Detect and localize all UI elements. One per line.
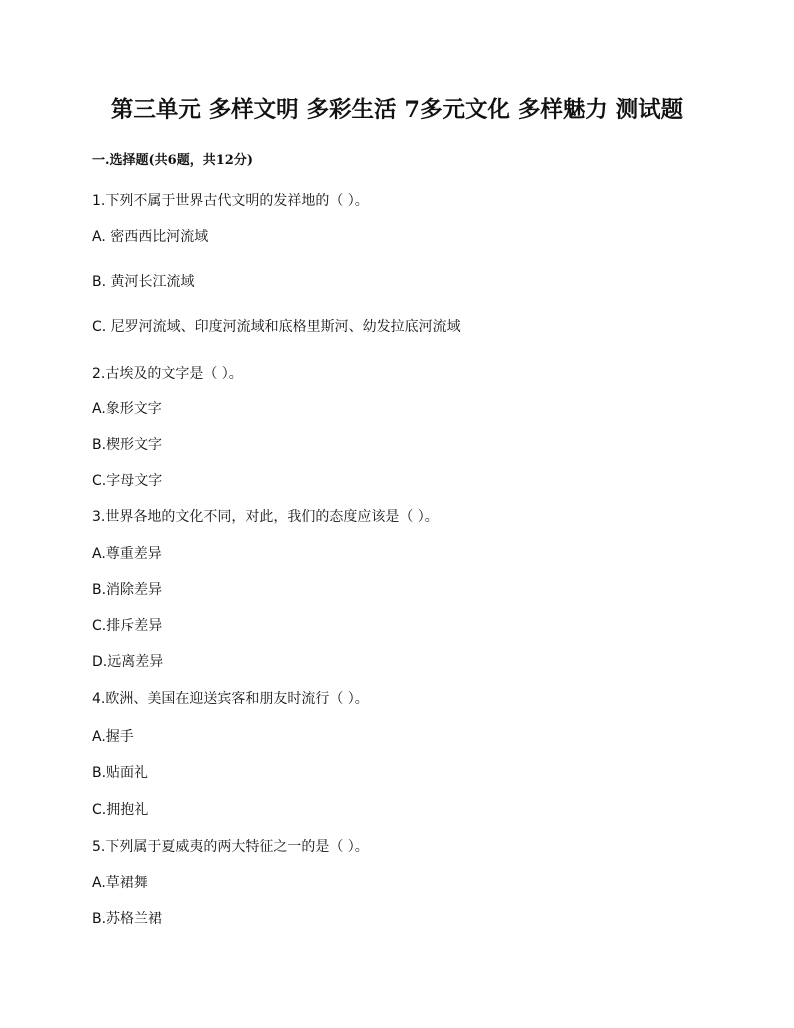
question-1-option-a: A. 密西西比河流域	[92, 229, 209, 245]
question-3-option-c: C.排斥差异	[92, 618, 163, 634]
question-1-stem: 1.下列不属于世界古代文明的发祥地的（ ）。	[92, 193, 369, 209]
question-2-stem: 2.古埃及的文字是（ ）。	[92, 366, 243, 382]
question-4-option-b: B.贴面礼	[92, 765, 149, 781]
question-4-option-a: A.握手	[92, 729, 134, 745]
section-heading: 一.选择题(共6题，共12分)	[92, 153, 253, 168]
question-5-stem: 5.下列属于夏威夷的两大特征之一的是（ ）。	[92, 839, 369, 855]
question-5-option-a: A.草裙舞	[92, 875, 148, 891]
question-3-option-b: B.消除差异	[92, 582, 163, 598]
page-title: 第三单元 多样文明 多彩生活 7多元文化 多样魅力 测试题	[110, 97, 684, 123]
question-4-option-c: C.拥抱礼	[92, 802, 149, 818]
question-3-stem: 3.世界各地的文化不同，对此，我们的态度应该是（ ）。	[92, 509, 439, 525]
question-4-stem: 4.欧洲、美国在迎送宾客和朋友时流行（ ）。	[92, 691, 369, 707]
question-3-option-a: A.尊重差异	[92, 546, 162, 562]
question-1-option-c: C. 尼罗河流域、印度河流域和底格里斯河、幼发拉底河流域	[92, 319, 461, 335]
question-3-option-d: D.远离差异	[92, 654, 164, 670]
question-2-option-c: C.字母文字	[92, 473, 163, 489]
question-2-option-b: B.楔形文字	[92, 437, 163, 453]
question-1-option-b: B. 黄河长江流域	[92, 274, 195, 290]
question-5-option-b: B.苏格兰裙	[92, 911, 163, 927]
question-2-option-a: A.象形文字	[92, 401, 162, 417]
